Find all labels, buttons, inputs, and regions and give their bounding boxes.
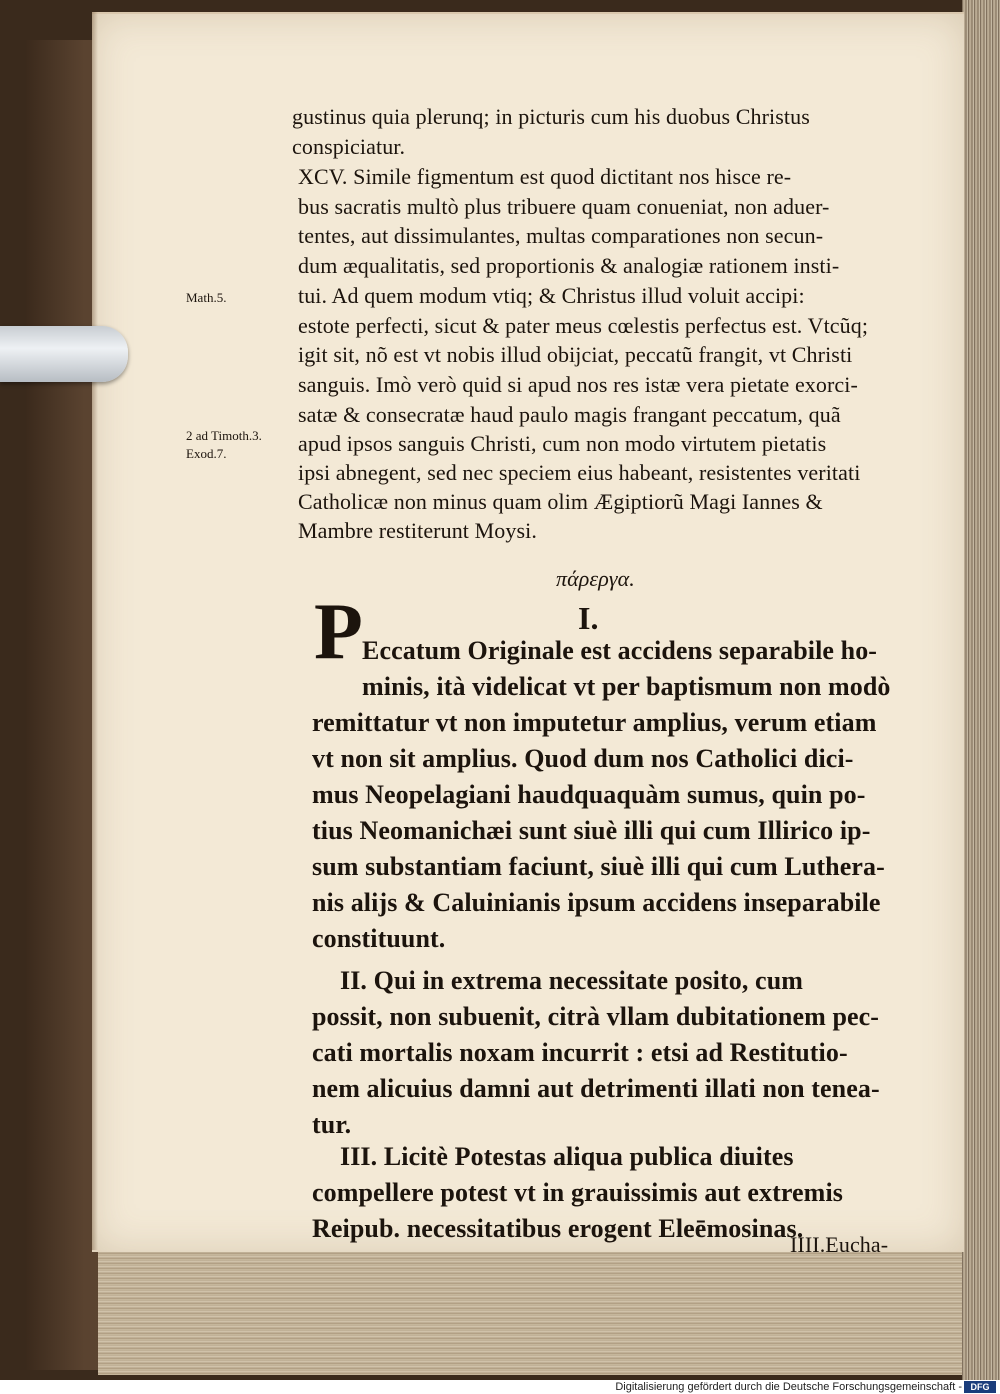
text-line: vt non sit amplius. Quod dum nos Catholici dici- (312, 744, 854, 773)
text-line: tur. (312, 1110, 352, 1139)
text-line: II. Qui in extrema necessitate posito, cum (340, 966, 804, 995)
margin-note: Math.5. (186, 290, 227, 305)
margin-note: Exod.7. (186, 446, 227, 461)
text-line: igit sit, nõ est vt nobis illud obijciat, peccatũ frangit, vt Christi (298, 342, 853, 367)
text-line: gustinus quia plerunq; in picturis cum his duobus Christus (292, 104, 810, 129)
text-line: dum æqualitatis, sed proportionis & analogiæ rationem insti- (298, 253, 840, 278)
text-line: satæ & consecratæ haud paulo magis frangant peccatum, quã (298, 402, 841, 427)
text-line: sanguis. Imò verò quid si apud nos res istæ vera pietate exorci- (298, 372, 858, 397)
dfg-logo: DFG (964, 1381, 996, 1393)
text-line: Eccatum Originale est accidens separabile ho- (362, 636, 878, 665)
section-numeral: I. (578, 600, 599, 636)
text-line: nis alijs & Caluinianis ipsum accidens inseparabile (312, 888, 881, 917)
text-line: ipsi abnegent, sed nec speciem eius habeant, resistentes veritati (298, 460, 861, 485)
footer-credit: Digitalisierung gefördert durch die Deutsche Forschungsgemeinschaft - (615, 1381, 962, 1393)
text-line: apud ipsos sanguis Christi, cum non modo virtutem pietatis (298, 431, 827, 456)
text-line: tius Neomanichæi sunt siuè illi qui cum Illirico ip- (312, 816, 871, 845)
text-line: sum substantiam faciunt, siuè illi qui cum Luthera- (312, 852, 885, 881)
page-clip (0, 326, 128, 382)
footer-bar (0, 1380, 1000, 1394)
text-line: estote perfecti, sicut & pater meus cœlestis perfectus est. Vtcũq; (298, 313, 869, 338)
text-line: constituunt. (312, 924, 446, 953)
text-line: bus sacratis multò plus tribuere quam conueniat, non aduer- (298, 194, 830, 219)
text-line: Mambre restiterunt Moysi. (298, 518, 537, 543)
text-line: mus Neopelagiani haudquaquàm sumus, quin po- (312, 780, 866, 809)
text-line: nem alicuius damni aut detrimenti illati non tenea- (312, 1074, 880, 1103)
show-through (840, 110, 940, 130)
text-line: tentes, aut dissimulantes, multas comparationes non secun- (298, 223, 824, 248)
text-line: possit, non subuenit, citrà vllam dubitationem pec- (312, 1002, 880, 1031)
section-heading: πάρεργα. (556, 566, 635, 591)
margin-note: 2 ad Timoth.3. (186, 428, 262, 443)
text-line: remittatur vt non imputetur amplius, verum etiam (312, 708, 877, 737)
text-line: Catholicæ non minus quam olim Ægiptiorũ Magi Iannes & (298, 489, 823, 514)
text-line: cati mortalis noxam incurrit : etsi ad Restitutio- (312, 1038, 848, 1067)
text-line: conspiciatur. (292, 134, 406, 159)
text-line: minis, ità videlicat vt per baptismum non modò (362, 672, 891, 701)
drop-cap: P (314, 588, 363, 676)
text-line: compellere potest vt in grauissimis aut extremis (312, 1178, 843, 1207)
right-page-edges (962, 0, 1000, 1380)
text-line: III. Licitè Potestas aliqua publica diuites (340, 1142, 794, 1171)
text-line: XCV. Simile figmentum est quod dictitant nos hisce re- (298, 164, 792, 189)
text-line: Reipub. necessitatibus erogent Eleēmosinas. (312, 1214, 804, 1243)
text-line: tui. Ad quem modum vtiq; & Christus illud voluit accipi: (298, 283, 805, 308)
gutter-shadow (92, 12, 98, 1250)
catchword: IIII.Eucha- (790, 1232, 889, 1257)
